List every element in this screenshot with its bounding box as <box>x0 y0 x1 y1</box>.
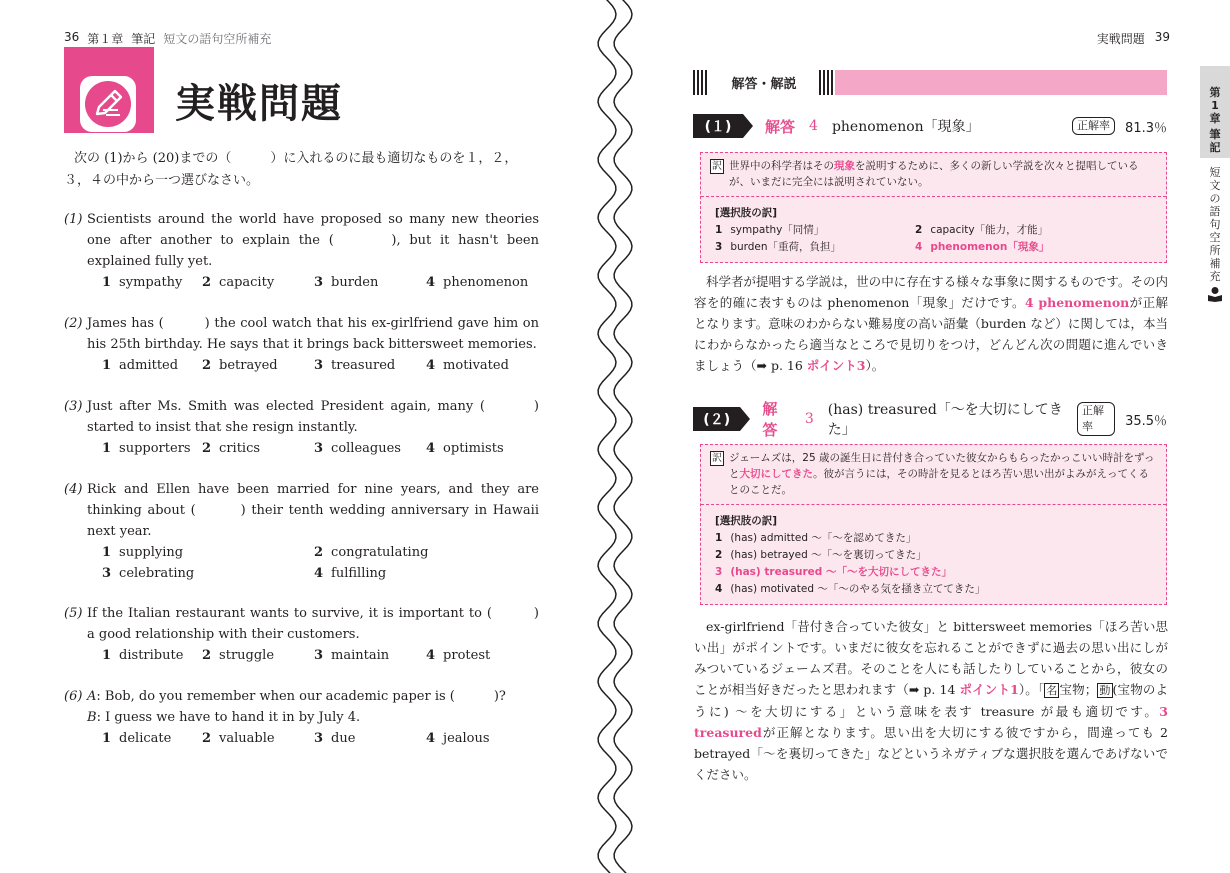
section-banner <box>693 70 1167 95</box>
answer-header-2 <box>693 400 1168 439</box>
answer-number: 4 <box>809 118 818 134</box>
translation-highlight: 大切にしてきた <box>739 468 813 480</box>
question-number: (5) <box>64 606 83 621</box>
section-label: 筆記 <box>131 32 156 46</box>
answer-text: (has) treasured「～を大切にしてきた」 <box>827 402 1063 438</box>
noun-tag: 名 <box>1046 684 1058 697</box>
correct-rate <box>1072 117 1167 136</box>
choice-2[interactable]: 2 struggle <box>202 648 275 663</box>
rate-tag: 正解率 <box>1077 402 1115 436</box>
translation: 訳 世界中の科学者はその現象を説明するために、多くの新しい学説を次々と提唱しているが、いまだに完全には説明されていない。 <box>712 160 1139 188</box>
choice-2[interactable]: 2 congratulating <box>314 545 429 560</box>
choice-1[interactable]: 1 delicate <box>102 731 172 746</box>
side-tab-title: 短 文 の 語 句 空 所 補 充 <box>1200 158 1230 302</box>
choice-list <box>102 728 539 749</box>
explanation-2: ex-girlfriend「昔付き合っていた彼女」と bittersweet memories「ほろ苦い思い出」がポイントです。いまだに彼女を忘れることができずに過去の思い出にしがみついているジェームズ君。そのことを人にも話したりしていることから，彼女のことが相当好きだったと思われます（➡ p. 14 ポイント1）。「 名 宝物； 動 (宝物のように) ～を大切にする」という意味を表す treasure が最も適切です。3 treasuredが正解となります。思い出を大切にする彼ですから，間違っても 2 betrayed「～を裏切ってきた」などというネガティブな選択肢を選んであげないでください。 <box>694 619 1168 782</box>
explanation-highlight: 4 phenomenon <box>1024 295 1130 310</box>
right-page-header <box>1097 30 1170 47</box>
correct-rate <box>1077 402 1167 436</box>
choice-2[interactable]: 2 critics <box>202 441 261 456</box>
option-4-correct: 4 phenomenon「現象」 <box>915 241 1050 253</box>
translation-tag: 訳 <box>712 453 722 464</box>
running-title: 実戦問題 <box>1096 32 1145 46</box>
question-text: Just after Ms. Smith was elected President again, many ( ) started to insist that she resign instantly. <box>87 399 539 435</box>
choice-list <box>102 645 539 666</box>
answer-header-1 <box>693 114 1167 138</box>
option-3: 3 burden「重荷，負担」 <box>715 241 842 253</box>
question-number: (1) <box>64 212 83 227</box>
point-link[interactable]: ポイント3 <box>806 358 866 373</box>
choice-3[interactable]: 3 treasured <box>314 358 396 373</box>
choice-1[interactable]: 1 sympathy <box>102 275 183 290</box>
instruction-text: 次の (1)から (20)までの（ ）に入れるのに最も適切なものを１，２，３，４の中から一つ選びなさい。 <box>64 151 518 188</box>
pencil-icon <box>80 76 136 132</box>
section-label: 解答・解説 <box>693 70 835 95</box>
option-4: 4 (has) motivated ～「～のやる気を掻き立ててきた」 <box>715 583 986 595</box>
translation-box-1 <box>700 152 1167 263</box>
book-icon <box>1207 286 1223 302</box>
option-2: 2 capacity「能力，才能」 <box>915 224 1049 236</box>
translation-highlight: 現象 <box>834 160 855 172</box>
question-number: (6) <box>64 689 83 704</box>
question-5 <box>64 603 539 666</box>
option-3-correct: 3 (has) treasured ～「～を大切にしてきた」 <box>715 566 952 578</box>
page-number: 36 <box>64 30 80 44</box>
chapter-title: 短文の語句空所補充 <box>163 32 272 46</box>
choice-4[interactable]: 4 jealous <box>426 731 490 746</box>
translation-tag: 訳 <box>712 161 722 172</box>
page-number: 39 <box>1154 30 1170 44</box>
answer-number: 3 <box>804 411 814 427</box>
choice-3[interactable]: 3 due <box>314 731 356 746</box>
question-1 <box>64 209 539 293</box>
question-2 <box>64 313 539 376</box>
choice-2[interactable]: 2 valuable <box>202 731 275 746</box>
left-page-header <box>64 30 271 47</box>
explanation-highlight: 3 treasured <box>694 704 1168 740</box>
question-text: James has ( ) the cool watch that his ex-girlfriend gave him on his 25th birthday. He says that it brings back bittersweet memories. <box>87 316 539 352</box>
choice-list <box>102 542 539 584</box>
answer-label: 解答 <box>762 400 778 439</box>
choice-4[interactable]: 4 fulfilling <box>314 566 387 581</box>
question-number: (2) <box>64 316 83 331</box>
question-number: (4) <box>64 482 83 497</box>
option-translations <box>701 504 1166 604</box>
choice-1[interactable]: 1 distribute <box>102 648 184 663</box>
side-tab-chapter: 第 1 章 筆 記 <box>1200 66 1230 158</box>
question-3 <box>64 396 539 459</box>
question-text: Scientists around the world have proposed so many new theories one after another to explain the ( ), but it hasn't been explained fully yet. <box>87 212 539 269</box>
badge-arrow-icon <box>743 114 753 138</box>
choice-4[interactable]: 4 motivated <box>426 358 509 373</box>
choice-3[interactable]: 3 celebrating <box>102 566 195 581</box>
verb-tag: 動 <box>1099 684 1111 697</box>
option-1: 1 (has) admitted ～「～を認めてきた」 <box>715 532 917 544</box>
choice-1[interactable]: 1 admitted <box>102 358 179 373</box>
chapter-side-tab[interactable] <box>1200 66 1230 286</box>
option-translations <box>701 196 1166 262</box>
option-1: 1 sympathy「同情」 <box>715 224 825 236</box>
dialogue-line-b: B: I guess we have to hand it in by July 4. <box>87 710 361 725</box>
question-number: (3) <box>64 399 83 414</box>
choice-list <box>102 355 539 376</box>
choice-4[interactable]: 4 optimists <box>426 441 504 456</box>
translation-box-2 <box>700 444 1167 605</box>
question-6 <box>64 686 539 749</box>
question-4 <box>64 479 539 584</box>
chapter-label: 第１章 <box>87 32 124 46</box>
choice-1[interactable]: 1 supporters <box>102 441 191 456</box>
choice-3[interactable]: 3 colleagues <box>314 441 401 456</box>
choice-2[interactable]: 2 betrayed <box>202 358 278 373</box>
explanation-1: 科学者が提唱する学説は，世の中に存在する様々な事象に関するものです。その内容を的確に表すものは phenomenon「現象」だけです。4 phenomenonが正解となります。意味のわからない難易度の高い語彙（burden など）に関しては，本当にわからなかったら適当なところで見切りをつけ，どんどん次の問題に進んでいきましょう（➡ p. 16 ポイント3）。 <box>694 274 1168 373</box>
choice-list <box>102 272 539 293</box>
choice-1[interactable]: 1 supplying <box>102 545 184 560</box>
choice-4[interactable]: 4 phenomenon <box>426 275 529 290</box>
point-link[interactable]: ポイント1 <box>959 682 1019 697</box>
answer-text: phenomenon「現象」 <box>831 119 980 135</box>
question-text: If the Italian restaurant wants to survive, it is important to ( ) a good relationship with their customers. <box>87 606 539 642</box>
dialogue-line-a: A: Bob, do you remember when our academic paper is ( )? <box>87 689 506 704</box>
page-title: 実戦問題 <box>175 81 343 127</box>
question-number-badge: (２) <box>693 407 740 431</box>
question-text: Rick and Ellen have been married for nine years, and they are thinking about ( ) their tenth wedding anniversary in Hawaii next year. <box>87 482 539 539</box>
choice-4[interactable]: 4 protest <box>426 648 491 663</box>
rate-value: 81.3％ <box>1125 120 1167 136</box>
question-number-badge: (１) <box>693 114 743 138</box>
options-heading: [選択肢の訳] <box>715 515 778 527</box>
page-divider-wave <box>585 0 645 873</box>
answer-label: 解答 <box>765 117 796 136</box>
rate-tag: 正解率 <box>1072 117 1115 135</box>
badge-arrow-icon <box>740 407 750 431</box>
choice-list <box>102 438 539 459</box>
rate-value: 35.5％ <box>1125 413 1168 429</box>
options-heading: [選択肢の訳] <box>715 207 778 219</box>
choice-3[interactable]: 3 maintain <box>314 648 390 663</box>
translation: 訳 ジェームズは，25 歳の誕生日に昔付き合っていた彼女からもらったかっこいい時計をずっと大切にしてきた。彼が言うには，その時計を見るとほろ苦い思い出がよみがえってくるとのことだ。 <box>712 452 1155 496</box>
choice-3[interactable]: 3 burden <box>314 275 379 290</box>
choice-2[interactable]: 2 capacity <box>202 275 275 290</box>
option-2: 2 (has) betrayed ～「～を裏切ってきた」 <box>715 549 927 561</box>
